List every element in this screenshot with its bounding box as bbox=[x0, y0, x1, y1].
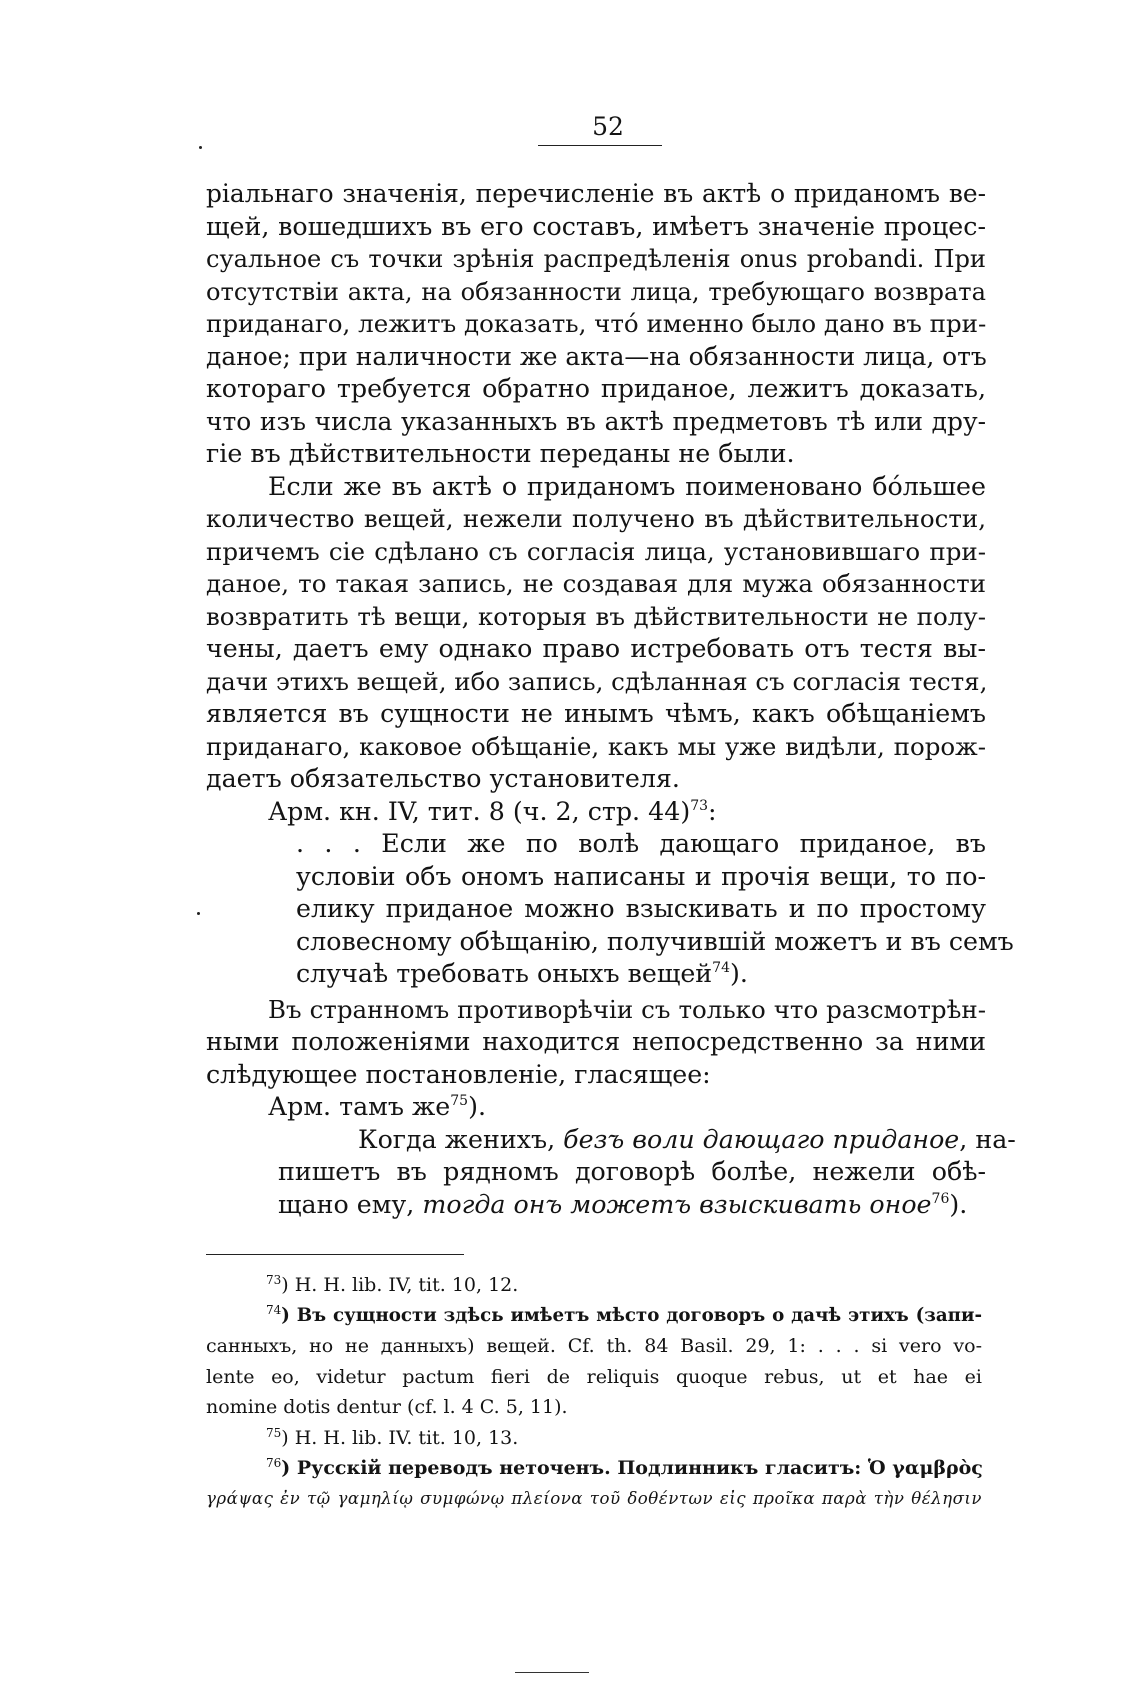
quote-line: словесному обѣщанію, получившій можетъ и въ семъ bbox=[296, 926, 1014, 956]
text-line: ными положеніями находится непосредственно за ними bbox=[206, 1027, 986, 1056]
citation-arm-book-4 bbox=[206, 796, 986, 829]
text-line: Въ странномъ противорѣчіи съ только что разсмотрѣн- bbox=[268, 994, 986, 1024]
text-line: котораго требуется обратно приданое, лежитъ доказать, bbox=[206, 374, 986, 403]
quote-block-2 bbox=[206, 1124, 1016, 1222]
text-line: приданаго, лежитъ доказать, чтó именно было дано въ при- bbox=[206, 309, 987, 338]
text-line: что изъ числа указанныхъ въ актѣ предметовъ тѣ или дру- bbox=[206, 406, 986, 436]
text-line: чены, даетъ ему однако право истребовать отъ тестя вы- bbox=[206, 634, 986, 663]
citation-text: Арм. кн. IV, тит. 8 (ч. 2, стр. 44) bbox=[268, 796, 691, 826]
footnote-74 bbox=[206, 1301, 982, 1423]
quote-line: елику приданое можно взыскивать и по простому bbox=[296, 894, 986, 923]
footnote-line: санныхъ, но не данныхъ) вещей. Cf. th. 84 Basil. 29, 1: . . . si vero vo- bbox=[206, 1335, 982, 1357]
text-line: слѣдующее постановленіе, гласящее: bbox=[206, 1059, 711, 1089]
text-line: приданаго, каковое обѣщаніе, какъ мы уже видѣли, порож- bbox=[206, 731, 986, 761]
footnote-text: ) Русскій переводъ неточенъ. Подлинникъ гласитъ: Ὁ γαμβρὸς bbox=[281, 1457, 983, 1479]
text-line: даетъ обязательство установителя. bbox=[206, 764, 680, 793]
text-line: возвратить тѣ вещи, которыя въ дѣйствительности не полу- bbox=[206, 601, 986, 631]
quote-emphasis: тогда онъ можетъ взыскивать оное bbox=[422, 1189, 932, 1219]
paragraph-2 bbox=[206, 471, 986, 796]
footnote-ref-75[interactable]: 75 bbox=[450, 1093, 469, 1109]
footnotes bbox=[206, 1270, 982, 1514]
paragraph-3 bbox=[206, 994, 986, 1092]
citation-text: Арм. тамъ же bbox=[268, 1092, 451, 1121]
footnote-line: nomine dotis dentur (cf. l. 4 C. 5, 11). bbox=[206, 1396, 568, 1418]
footnote-line bbox=[206, 1453, 982, 1484]
quote-line bbox=[296, 958, 986, 991]
quote-line bbox=[278, 1124, 1016, 1157]
margin-dot-mid bbox=[197, 912, 200, 915]
quote-line bbox=[278, 1189, 986, 1222]
quote-close: ). bbox=[730, 959, 748, 988]
quote-line-text: случаѣ требовать оныхъ вещей bbox=[296, 959, 713, 988]
quote-text: , на- bbox=[959, 1124, 1016, 1154]
text-line: щей, вошедшихъ въ его составъ, имѣетъ значеніе процес- bbox=[206, 211, 986, 241]
text-line: суальное съ точки зрѣнія распредѣленія onus probandi. При bbox=[206, 245, 986, 273]
footnote-ref-73[interactable]: 73 bbox=[690, 797, 709, 814]
citation-close: ). bbox=[468, 1092, 486, 1121]
footnote-76 bbox=[206, 1453, 982, 1514]
footnote-text: ) Въ сущности здѣсь имѣетъ мѣсто договоръ о дачѣ этихъ (запи- bbox=[281, 1304, 982, 1326]
text-line: даное; при наличности же акта—на обязанности лица, отъ bbox=[206, 341, 987, 371]
quote-line: пишетъ въ рядномъ договорѣ болѣе, нежели обѣ- bbox=[278, 1157, 986, 1186]
footnote-mark: 74 bbox=[266, 1302, 282, 1317]
margin-dot-top bbox=[199, 146, 202, 149]
text-line: причемъ сіе сдѣлано съ согласія лица, установившаго при- bbox=[206, 536, 986, 566]
footnote-mark: 73 bbox=[266, 1273, 282, 1287]
quote-block-1 bbox=[206, 828, 1014, 991]
header-rule bbox=[538, 145, 662, 146]
footnote-ref-74[interactable]: 74 bbox=[712, 960, 730, 976]
footnote-ref-76[interactable]: 76 bbox=[931, 1190, 950, 1207]
citation-arm-same bbox=[206, 1091, 986, 1124]
footnote-line: lente eo, videtur pactum fieri de reliquis quoque rebus, ut et hae ei bbox=[206, 1365, 982, 1388]
text-line: дачи этихъ вещей, ибо запись, сдѣланная съ согласія тестя, bbox=[206, 666, 988, 696]
page-number: 52 bbox=[592, 112, 624, 141]
quote-emphasis: безъ воли дающаго приданое bbox=[563, 1124, 960, 1154]
text-line: является въ сущности не инымъ чѣмъ, какъ обѣщаніемъ bbox=[206, 699, 986, 728]
bottom-rule bbox=[515, 1672, 589, 1673]
citation-colon: : bbox=[708, 796, 717, 826]
text-line: ріальнаго значенія, перечисленіе въ актѣ о приданомъ ве- bbox=[206, 179, 986, 208]
footnote-mark: 76 bbox=[266, 1456, 282, 1470]
footnote-text: ) Н. Н. lib. IV, tit. 10, 12. bbox=[281, 1274, 519, 1296]
paragraph-1 bbox=[206, 178, 986, 471]
footnote-73 bbox=[206, 1270, 982, 1301]
text-line: количество вещей, нежели получено въ дѣйствительности, bbox=[206, 504, 986, 533]
quote-line: . . . Если же по волѣ дающаго приданое, въ bbox=[296, 829, 986, 858]
quote-close: ). bbox=[949, 1189, 968, 1219]
quote-text: щано ему, bbox=[278, 1189, 423, 1219]
main-text bbox=[206, 178, 1016, 1221]
footnote-text: ) Н. Н. lib. IV. tit. 10, 13. bbox=[281, 1426, 519, 1449]
text-line: даное, то такая запись, не создавая для мужа обязанности bbox=[206, 569, 986, 598]
footnote-75 bbox=[206, 1423, 982, 1454]
footnote-separator bbox=[206, 1254, 464, 1255]
footnote-line-greek: γράψας ἐν τῷ γαμηλίῳ συμφώνῳ πλείονα τοῦ δοθέντων εἰς προῖκα παρὰ τὴν θέλησιν bbox=[206, 1488, 982, 1508]
footnote-line bbox=[206, 1301, 982, 1332]
text-line: отсутствіи акта, на обязанности лица, требующаго возврата bbox=[206, 277, 986, 306]
footnote-mark: 75 bbox=[266, 1425, 282, 1440]
text-line: гіе въ дѣйствительности переданы не были. bbox=[206, 439, 795, 468]
quote-line: условіи объ ономъ написаны и прочія вещи, то по- bbox=[296, 861, 986, 891]
quote-text: Когда женихъ, bbox=[358, 1124, 564, 1154]
text-line: Если же въ актѣ о приданомъ поименовано бóльшее bbox=[268, 471, 986, 501]
